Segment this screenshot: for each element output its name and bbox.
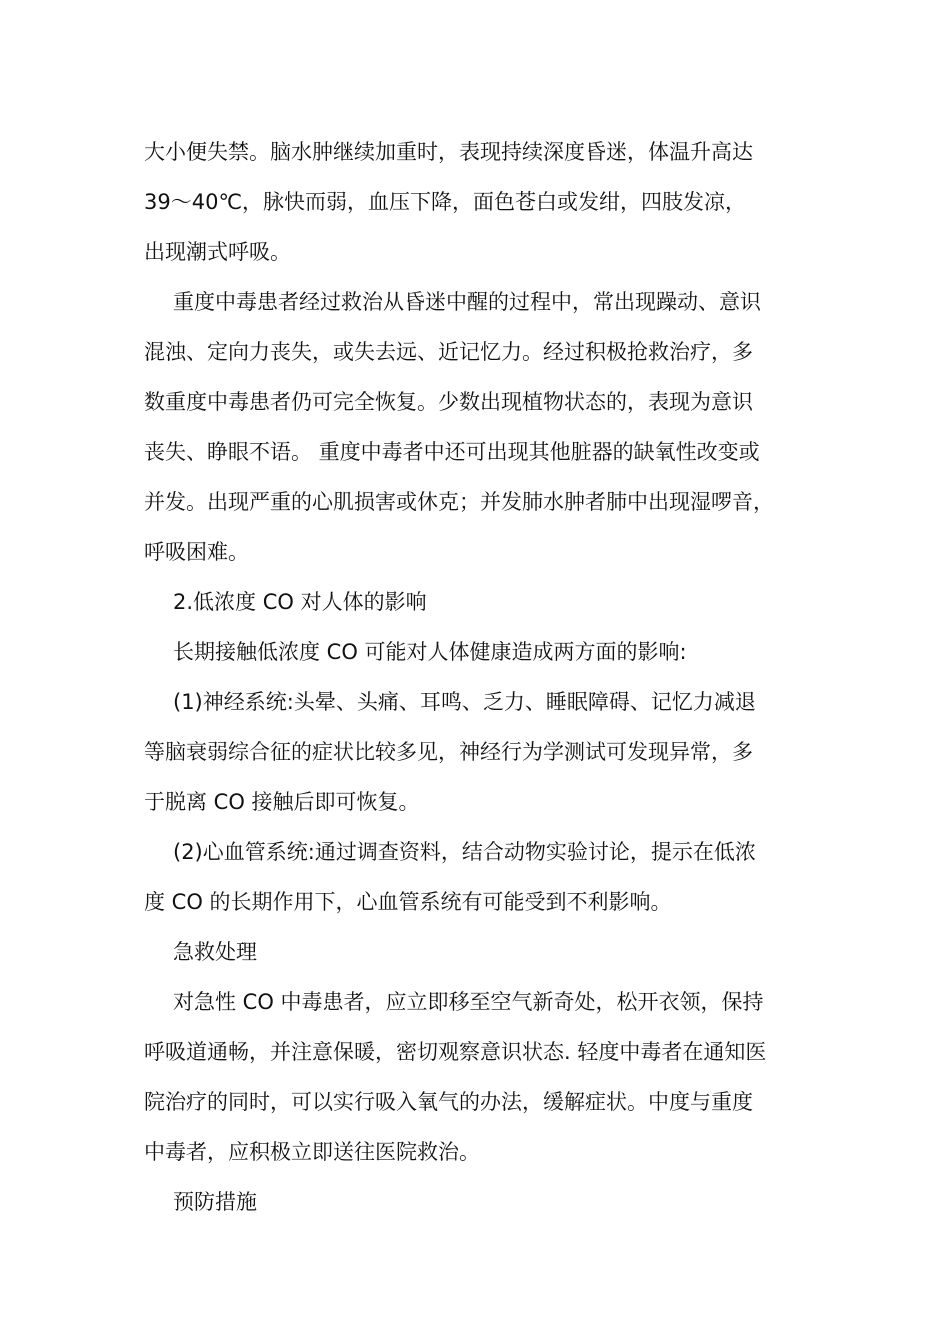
paragraph <box>144 127 816 277</box>
text-line: 呼吸道通畅，并注意保暖，密切观察意识状态. 轻度中毒者在通知医 <box>144 1040 767 1064</box>
paragraph <box>144 977 816 1177</box>
text-line: 混浊、定向力丧失，或失去远、近记忆力。经过积极抢救治疗，多 <box>144 340 753 364</box>
section-heading <box>144 1177 816 1227</box>
text-line: 2.低浓度 CO 对人体的影响 <box>173 590 427 614</box>
text-line: 丧失、睁眼不语。 重度中毒者中还可出现其他脏器的缺氧性改变或 <box>144 440 760 464</box>
text-line: 数重度中毒患者仍可完全恢复。少数出现植物状态的，表现为意识 <box>144 390 753 414</box>
text-line: 度 CO 的长期作用下，心血管系统有可能受到不利影响。 <box>144 890 672 914</box>
text-line: 大小便失禁。脑水肿继续加重时，表现持续深度昏迷，体温升高达 <box>144 140 753 164</box>
text-line: 预防措施 <box>173 1190 257 1214</box>
text-line: (2)心血管系统:通过调查资料，结合动物实验讨论，提示在低浓 <box>173 840 756 864</box>
text-line: 急救处理 <box>173 940 257 964</box>
text-line: 院治疗的同时，可以实行吸入氧气的办法，缓解症状。中度与重度 <box>144 1090 753 1114</box>
text-line: 并发。出现严重的心肌损害或休克；并发肺水肿者肺中出现湿啰音， <box>144 490 774 514</box>
text-line: 等脑衰弱综合征的症状比较多见，神经行为学测试可发现异常，多 <box>144 740 753 764</box>
paragraph <box>144 627 816 677</box>
text-line: 于脱离 CO 接触后即可恢复。 <box>144 790 420 814</box>
paragraph <box>144 277 816 577</box>
list-item <box>144 677 816 827</box>
text-line: 长期接触低浓度 CO 可能对人体健康造成两方面的影响: <box>173 640 687 664</box>
section-heading <box>144 927 816 977</box>
text-line: 出现潮式呼吸。 <box>144 240 291 264</box>
list-item <box>144 827 816 927</box>
text-line: 重度中毒患者经过救治从昏迷中醒的过程中，常出现躁动、意识 <box>173 290 761 314</box>
text-line: 中毒者，应积极立即送往医院救治。 <box>144 1140 480 1164</box>
section-heading <box>144 577 816 627</box>
document-body <box>144 127 816 1227</box>
text-line: 39～40℃，脉快而弱，血压下降，面色苍白或发绀，四肢发凉， <box>144 190 747 214</box>
text-line: (1)神经系统:头晕、头痛、耳鸣、乏力、睡眠障碍、记忆力减退 <box>173 690 756 714</box>
text-line: 对急性 CO 中毒患者，应立即移至空气新奇处，松开衣领，保持 <box>173 990 764 1014</box>
text-line: 呼吸困难。 <box>144 540 249 564</box>
